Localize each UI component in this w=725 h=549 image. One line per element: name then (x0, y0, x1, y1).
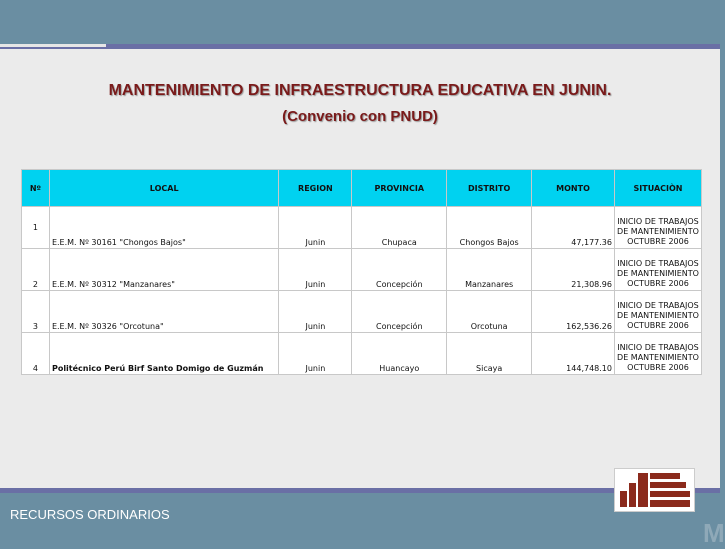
header-situacion: SITUACIÒN (614, 170, 701, 207)
row-distrito: Chongos Bajos (447, 207, 532, 249)
row-situacion: INICIO DE TRABAJOS DE MANTENIMIENTO OCTUBRE 2006 (614, 333, 701, 375)
page-title: MANTENIMIENTO DE INFRAESTRUCTURA EDUCATIVA EN JUNIN. (108, 82, 612, 99)
row-provincia: Concepción (352, 249, 447, 291)
table-row (22, 249, 702, 291)
table-row (22, 207, 702, 249)
row-situacion: INICIO DE TRABAJOS DE MANTENIMIENTO OCTUBRE 2006 (614, 249, 701, 291)
row-situacion: INICIO DE TRABAJOS DE MANTENIMIENTO OCTUBRE 2006 (614, 207, 701, 249)
row-no: 3 (22, 291, 50, 333)
row-region: Junin (279, 207, 352, 249)
row-region: Junin (279, 291, 352, 333)
header-distrito: DISTRITO (447, 170, 532, 207)
footer-label: RECURSOS ORDINARIOS (10, 507, 170, 522)
row-provincia: Concepción (352, 291, 447, 333)
page-subtitle: (Convenio con PNUD) (282, 108, 438, 125)
row-monto: 162,536.26 (532, 291, 615, 333)
row-local: Politécnico Perú Birf Santo Domigo de Guzmán (49, 333, 278, 375)
top-divider-highlight (0, 44, 106, 47)
row-situacion: INICIO DE TRABAJOS DE MANTENIMIENTO OCTUBRE 2006 (614, 291, 701, 333)
row-local: E.E.M. Nº 30326 "Orcotuna" (49, 291, 278, 333)
row-provincia: Chupaca (352, 207, 447, 249)
row-region: Junin (279, 333, 352, 375)
table-row (22, 291, 702, 333)
row-no: 4 (22, 333, 50, 375)
row-distrito: Orcotuna (447, 291, 532, 333)
corner-letter: M (703, 518, 725, 548)
row-region: Junin (279, 249, 352, 291)
row-monto: 21,308.96 (532, 249, 615, 291)
top-band (0, 0, 720, 44)
header-region: REGION (279, 170, 352, 207)
row-local: E.E.M. Nº 30312 "Manzanares" (49, 249, 278, 291)
row-distrito: Sicaya (447, 333, 532, 375)
header-monto: MONTO (532, 170, 615, 207)
projects-table (21, 169, 702, 375)
row-no: 1 (22, 207, 50, 249)
table-header-row (22, 170, 702, 207)
row-no: 2 (22, 249, 50, 291)
institution-logo (614, 468, 695, 512)
header-local: LOCAL (49, 170, 278, 207)
row-distrito: Manzanares (447, 249, 532, 291)
table-row (22, 333, 702, 375)
row-provincia: Huancayo (352, 333, 447, 375)
row-monto: 47,177.36 (532, 207, 615, 249)
logo-bars-icon (615, 469, 694, 511)
row-monto: 144,748.10 (532, 333, 615, 375)
header-no: Nº (22, 170, 50, 207)
header-provincia: PROVINCIA (352, 170, 447, 207)
row-local: E.E.M. Nº 30161 "Chongos Bajos" (49, 207, 278, 249)
